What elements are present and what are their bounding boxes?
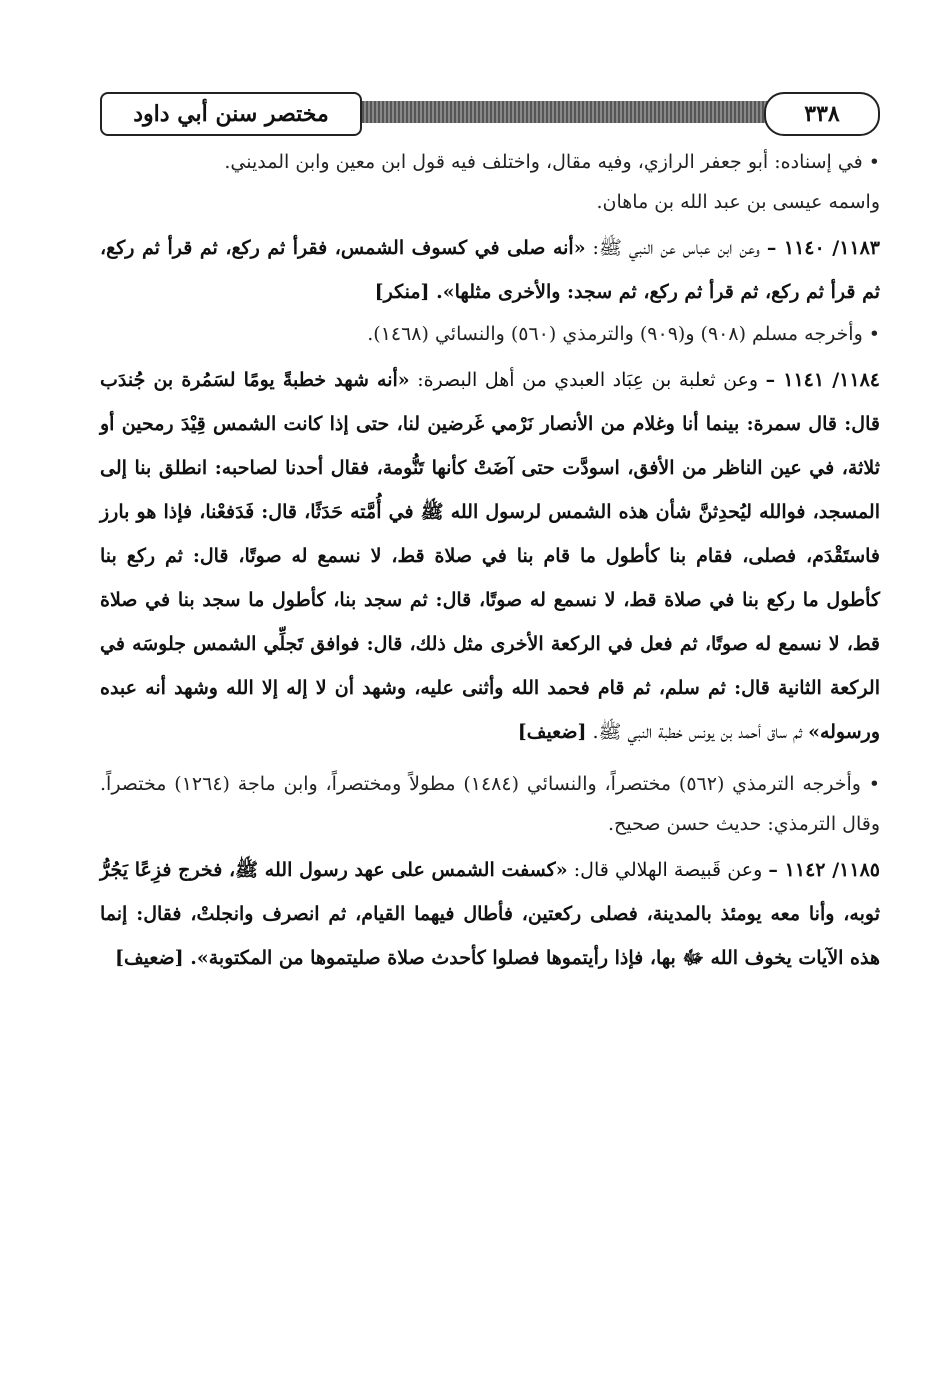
- takhrij-1183: • وأخرجه مسلم (٩٠٨) و(٩٠٩) والترمذي (٥٦٠) والنسائي (١٤٦٨).: [367, 323, 880, 345]
- hadith-1183: [100, 226, 880, 314]
- hadith-1184: [100, 358, 880, 754]
- hadith-tail: ثم ساق أحمد بن يونس خطبة النبي ﷺ.: [586, 721, 809, 743]
- header-ornament-bar: [350, 101, 788, 123]
- page-header: [100, 92, 880, 136]
- footnote-name: واسمه عيسى بن عبد الله بن ماهان.: [596, 191, 880, 213]
- hadith-intro: وعن ابن عباس عن النبي ﷺ:: [585, 237, 767, 259]
- hadith-matn: «أنه شهد خطبةً يومًا لسَمُرة بن جُندَب قال: قال سمرة: بينما أنا وغلام من الأنصار نَرْمي غَرضين لنا، حتى إذا كانت الشمس قِيْدَ رمحين أو ثلاثة، في عين الناظر من الأفق، اسودَّت حتى آضَتْ كأنها تَنُّومة، فقال أحدنا لصاحبه: انطلق بنا إلى المسجد، فوالله ليُحدِثنَّ شأن هذه الشمس لرسول الله ﷺ في أُمَّته حَدَثًا، قال: فَدَفعْنا، فإذا هو بارز فاستَقْدَم، فصلى، فقام بنا كأطول ما قام بنا في صلاة قط، لا نسمع له صوتًا، قال: ثم ركع بنا كأطول ما ركع بنا في صلاة قط، لا نسمع له صوتًا، قال: ثم سجد بنا، كأطول ما سجد بنا في صلاة قط، لا نسمع له صوتًا، ثم فعل في الركعة الأخرى مثل ذلك، قال: فوافق تَجلِّي الشمس جلوسَه في الركعة الثانية قال: ثم سلم، ثم قام فحمد الله وأثنى عليه، وشهد أن لا إله إلا الله وشهد أنه عبده ورسوله»: [100, 369, 880, 743]
- hadith-intro: وعن قَبيصة الهلالي قال:: [567, 859, 769, 881]
- page-number: ٣٣٨: [764, 92, 880, 136]
- hadith-grade: [ضعيف]: [114, 947, 184, 969]
- hadith-number: ١١٨٥/ ١١٤٢ –: [768, 859, 880, 881]
- hadith-grade: [ضعيف]: [517, 721, 587, 743]
- hadith-1185: [100, 848, 880, 980]
- hadith-intro: وعن ثعلبة بن عِبَاد العبدي من أهل البصرة:: [409, 369, 766, 391]
- page-body: [100, 142, 880, 980]
- takhrij-1184: • وأخرجه الترمذي (٥٦٢) مختصراً، والنسائي (١٤٨٤) مطولاً ومختصراً، وابن ماجة (١٢٦٤) مختصراً. وقال الترمذي: حديث حسن صحيح.: [100, 773, 880, 835]
- book-title: مختصر سنن أبي داود: [100, 92, 362, 136]
- hadith-matn: «كسفت الشمس على عهد رسول الله ﷺ، فخرج فزِعًا يَجُرُّ ثوبه، وأنا معه يومئذ بالمدينة، فصلى ركعتين، فأطال فيهما القيام، ثم انصرف وانجلتْ، فقال: إنما هذه الآيات يخوف الله ﷻ بها، فإذا رأيتموها فصلوا كأحدث صلاة صليتموها من المكتوبة».: [100, 859, 880, 969]
- hadith-number: ١١٨٤/ ١١٤١ –: [765, 369, 880, 391]
- hadith-number: ١١٨٣/ ١١٤٠ –: [766, 237, 881, 259]
- hadith-matn: «أنه صلى في كسوف الشمس، فقرأ ثم ركع، ثم قرأ ثم ركع، ثم قرأ ثم ركع، ثم قرأ ثم ركع، ثم سجد: والأخرى مثلها». [منكر]: [100, 237, 880, 303]
- footnote-isnad: • في إسناده: أبو جعفر الرازي، وفيه مقال، واختلف فيه قول ابن معين وابن المديني.: [224, 151, 880, 173]
